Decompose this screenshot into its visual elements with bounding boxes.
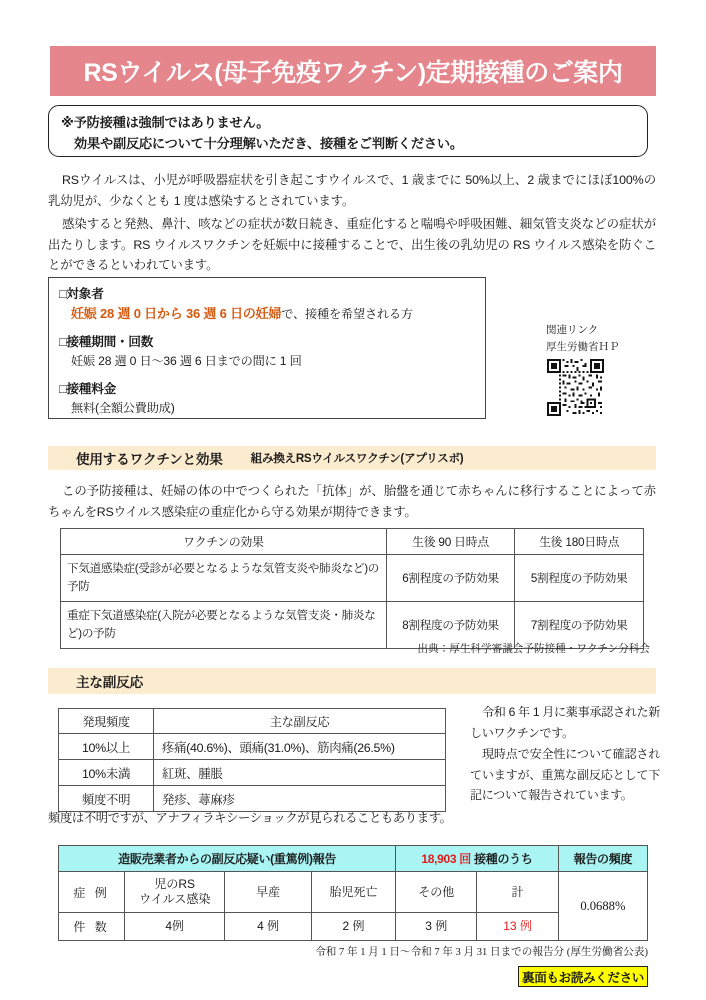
section-title-vaccine: 使用するワクチンと効果 xyxy=(76,452,223,467)
adverse-row2-frequency: 10%未満 xyxy=(59,760,154,786)
report-row-label-cases: 症 例 xyxy=(59,872,125,913)
adverse-row1-symptoms: 疼痛(40.6%)、頭痛(31.0%)、筋肉痛(26.5%) xyxy=(154,734,446,760)
effects-row2-day180: 7割程度の予防効果 xyxy=(515,602,644,649)
report-row-label-counts: 件 数 xyxy=(59,913,125,941)
adverse-row2-symptoms: 紅斑、腫脹 xyxy=(154,760,446,786)
table-row xyxy=(59,760,446,786)
report-col1-name-line2: ウイルス感染 xyxy=(139,892,211,906)
spacer xyxy=(59,324,485,333)
report-col3-name: 胎児死亡 xyxy=(311,872,395,913)
qr-label-related: 関連リンク xyxy=(546,325,599,336)
report-count-number: 18,903 回 xyxy=(421,852,471,866)
section-header-adverse xyxy=(48,668,656,694)
page-title-banner xyxy=(50,46,656,96)
eligibility-box xyxy=(48,277,486,419)
eligibility-highlight: 妊娠 28 週 0 日から 36 週 6 日の妊婦 xyxy=(71,306,282,321)
report-col4-count: 3 例 xyxy=(396,913,477,941)
report-footnote: 令和 7 年 1 月 1 日～令和 7 年 3 月 31 日までの報告分 (厚生労働省公表) xyxy=(315,947,648,958)
report-col5-count: 13 例 xyxy=(477,913,558,941)
qr-code-icon[interactable] xyxy=(547,359,604,416)
side-note-paragraph-1: 令和 6 年 1 月に薬事承認された新しいワクチンです。 xyxy=(470,705,660,740)
vaccine-description-text: この予防接種は、妊婦の体の中でつくられた「抗体」が、胎盤を通じて赤ちゃんに移行することによって赤ちゃんをRSウイルス感染症の重症化から守る効果が期待できます。 xyxy=(48,484,656,519)
eligibility-fee-body: 無料(全額公費助成) xyxy=(71,401,175,415)
adverse-row3-symptoms: 発疹、蕁麻疹 xyxy=(154,786,446,812)
section-note-vaccine: 組み換えRSウイルスワクチン(アプリスボ) xyxy=(250,452,464,465)
intro-paragraph-2: 感染すると発熱、鼻汁、咳などの症状が数日続き、重症化すると喘鳴や呼吸困難、細気管支炎などの症状が出たりします。RS ウイルスワクチンを妊娠中に接種することで、出生後の乳幼児の RS ウイルス感染を防ぐことができるといわれています。 xyxy=(48,217,656,272)
report-col1-name xyxy=(125,872,225,913)
adverse-reactions-table xyxy=(58,708,446,812)
eligibility-fee-heading: □接種料金 xyxy=(59,382,116,396)
table-header-row xyxy=(61,529,644,555)
adverse-row3-frequency: 頻度不明 xyxy=(59,786,154,812)
table-row xyxy=(59,872,648,913)
page-title: RSウイルス(母子免疫ワクチン)定期接種のご案内 xyxy=(83,59,623,87)
related-link-block xyxy=(533,322,653,416)
anaphylaxis-note: 頻度は不明ですが、アナフィラキシーショックが見られることもあります。 xyxy=(48,811,452,825)
effects-row1-day180: 5割程度の予防効果 xyxy=(515,555,644,602)
eligibility-target-rest: で、接種を希望される方 xyxy=(281,307,413,321)
effects-row2-day90: 8割程度の予防効果 xyxy=(386,602,514,649)
section-header-vaccine xyxy=(48,446,656,470)
qr-label-mhlw: 厚生労働省ＨＰ xyxy=(546,342,620,353)
table-header-row xyxy=(59,846,648,872)
report-count-suffix: 接種のうち xyxy=(474,852,533,866)
report-col2-count: 4 例 xyxy=(225,913,312,941)
report-col1-count: 4例 xyxy=(125,913,225,941)
adverse-row1-frequency: 10%以上 xyxy=(59,734,154,760)
back-side-badge xyxy=(518,966,648,987)
side-note-paragraph-2: 現時点で安全性について確認されていますが、重篤な副反応として下記について報告されています。 xyxy=(470,747,660,802)
report-col2-name: 早産 xyxy=(225,872,312,913)
effects-col-header-effect: ワクチンの効果 xyxy=(61,529,387,555)
effects-col-header-day90: 生後 90 日時点 xyxy=(386,529,514,555)
effects-row2-desc: 重症下気道感染症(入院が必要となるような気管支炎・肺炎など)の予防 xyxy=(61,602,387,649)
report-col5-name: 計 xyxy=(477,872,558,913)
report-header-frequency: 報告の頻度 xyxy=(558,846,647,872)
table-header-row xyxy=(59,709,446,734)
table-row xyxy=(59,734,446,760)
adverse-report-table xyxy=(58,845,648,941)
intro-paragraph-1: RSウイルスは、小児が呼吸器症状を引き起こすウイルスで、1 歳までに 50%以上、2 歳までにほぼ100%の乳幼児が、少なくとも 1 度は感染するとされています。 xyxy=(48,173,656,208)
adverse-col-header-symptoms: 主な副反応 xyxy=(154,709,446,734)
effects-col-header-day180: 生後 180日時点 xyxy=(515,529,644,555)
report-frequency-value: 0.0688% xyxy=(558,872,647,941)
report-header-count xyxy=(396,846,559,872)
adverse-col-header-frequency: 発現頻度 xyxy=(59,709,154,734)
back-side-badge-label: 裏面もお読みください xyxy=(522,971,644,985)
eligibility-target-body xyxy=(59,304,485,324)
report-col4-name: その他 xyxy=(396,872,477,913)
notice-box xyxy=(48,105,648,157)
table-row xyxy=(61,555,644,602)
report-header-main: 造販売業者からの副反応疑い(重篤例)報告 xyxy=(59,846,396,872)
notice-line-2: 効果や副反応について十分理解いただき、接種をご判断ください。 xyxy=(74,136,463,151)
notice-line-1: ※予防接種は強制ではありません。 xyxy=(61,115,270,130)
effects-row1-day90: 6割程度の予防効果 xyxy=(386,555,514,602)
eligibility-period-body: 妊娠 28 週 0 日～36 週 6 日までの間に 1 回 xyxy=(71,354,302,368)
spacer xyxy=(59,371,485,380)
effects-table-source: 出典：厚生科学審議会予防接種・ワクチン分科会 xyxy=(417,644,650,655)
report-col3-count: 2 例 xyxy=(311,913,395,941)
section-title-adverse: 主な副反応 xyxy=(76,675,143,690)
vaccine-description xyxy=(48,481,656,522)
approval-side-note xyxy=(470,702,660,807)
effects-row1-desc: 下気道感染症(受診が必要となるような気管支炎や肺炎など)の予防 xyxy=(61,555,387,602)
report-col1-name-line1: 児のRS xyxy=(154,877,196,891)
eligibility-period-heading: □接種期間・回数 xyxy=(59,335,154,349)
eligibility-target-heading: □対象者 xyxy=(59,287,104,301)
vaccine-effects-table xyxy=(60,528,644,649)
intro-text xyxy=(48,170,656,279)
